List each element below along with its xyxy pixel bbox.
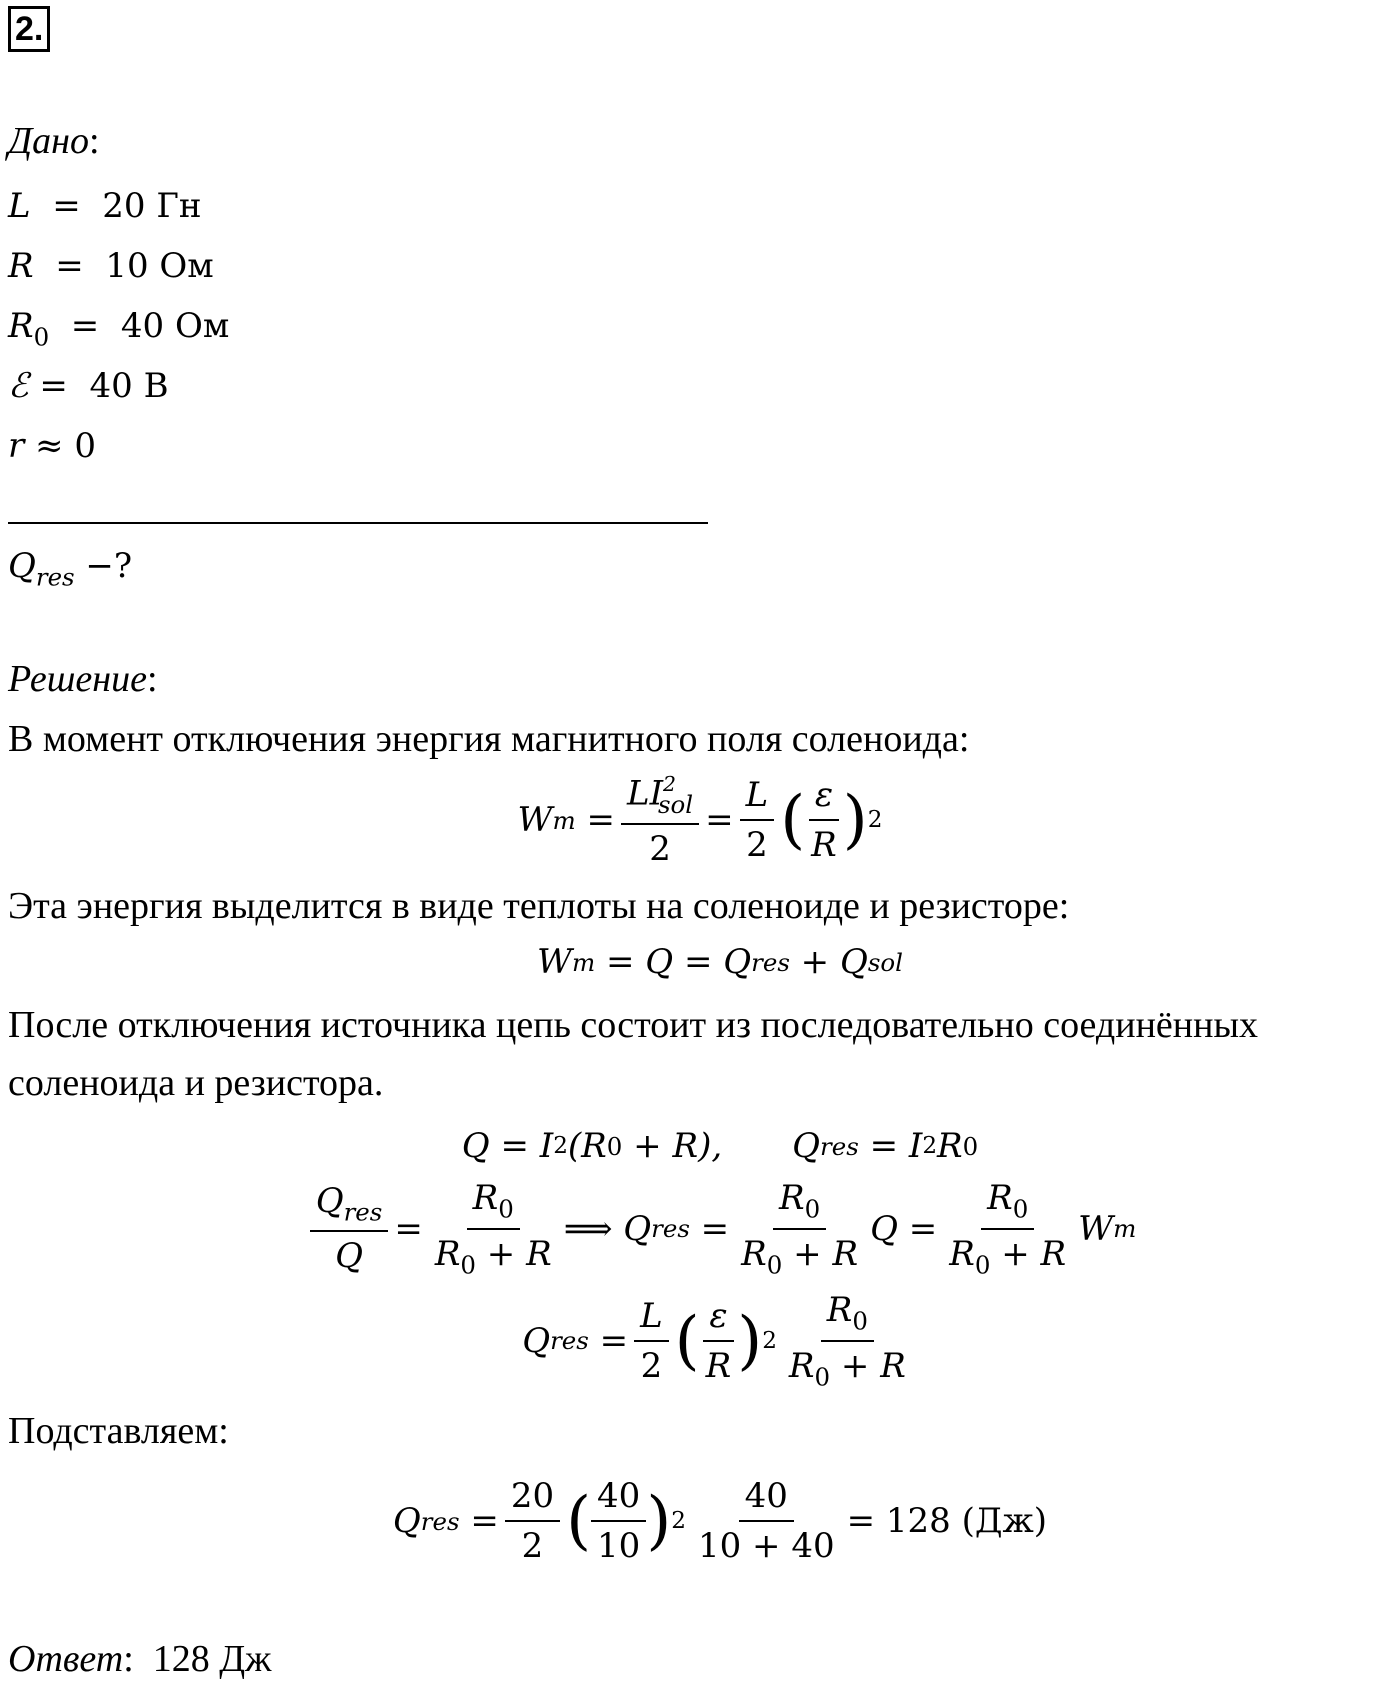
- solution-heading-label: Решение: [8, 658, 147, 700]
- given-heading: [8, 122, 100, 160]
- sub-result: = 128 (Дж): [846, 1501, 1048, 1541]
- answer-value: 128 Дж: [152, 1638, 272, 1680]
- sub-n1: 20: [505, 1476, 560, 1522]
- unknown-quantity: $Q_{res}$ −?: [8, 546, 133, 592]
- sub-d2: 10: [597, 1526, 641, 1566]
- solution-text-4: соленоида и резистора.: [8, 1062, 384, 1104]
- given-emf: ℰ = 40 В: [8, 366, 169, 406]
- solution-text-1: В момент отключения энергия магнитного поля соленоида:: [8, 718, 970, 760]
- problem-number: 2.: [8, 6, 50, 52]
- given-heading-colon: :: [89, 120, 100, 162]
- answer-heading: Ответ: [8, 1638, 124, 1680]
- formula-heat-expressions: Q = I 2 (R 0 + R), Q res = I 2 R 0: [461, 1126, 979, 1166]
- formula-heat-ratio: $\frac{Q_{res}}{Q}$ = $\frac{R_0}{R_0 + R}$ ⟹ Q res = $\frac{R_0}{R_0 + R}$ Q = $\frac{R_0}{R_0 + R}$ W m: [0, 1178, 1400, 1279]
- formula-result-general: Q res = $\frac{L}{2}$ ( $\frac{\varepsilon}{R}$ ) 2 $\frac{R_0}{R_0 + R}$: [522, 1290, 906, 1392]
- sub-n2: 40: [591, 1476, 646, 1522]
- given-emf-value: 40 В: [89, 366, 169, 406]
- given-R: R = 10 Ом: [8, 246, 214, 286]
- answer: [8, 1640, 271, 1678]
- given-R0: $R_0 = 40$ Ом: [8, 306, 230, 352]
- solution-heading: [8, 660, 158, 698]
- solution-text-5: Подставляем:: [8, 1410, 229, 1452]
- given-R-value: 10 Ом: [105, 246, 214, 286]
- given-heading-label: Дано: [8, 120, 90, 162]
- sub-d1: 2: [521, 1526, 544, 1566]
- given-r: r ≈ 0: [8, 426, 96, 466]
- answer-colon: :: [123, 1638, 134, 1680]
- solution-heading-colon: :: [146, 658, 158, 700]
- formula-magnetic-energy: W m = $\frac{LI^2_{sol}}{2}$ = $\frac{L}{2}$ ( $\frac{\varepsilon}{R}$ ) 2: [517, 772, 883, 869]
- given-r-value: 0: [74, 426, 96, 466]
- given-L-value: 20 Гн: [102, 186, 202, 226]
- formula-heat-balance: W m = Q = Q res + Q sol: [537, 942, 903, 982]
- formula-substitution: Q res = $\frac{20}{2}$ ( $\frac{40}{10}$ ) 2 $\frac{40}{10 + 40}$ = 128 (Дж): [392, 1476, 1048, 1566]
- given-L: L = 20 Гн: [8, 186, 202, 226]
- given-divider: [8, 522, 708, 524]
- sub-d3: 10 + 40: [697, 1526, 835, 1566]
- solution-text-3: После отключения источника цепь состоит из последовательно соединённых: [8, 1004, 1258, 1046]
- unknown-tail: −?: [85, 546, 133, 586]
- sub-n3: 40: [739, 1476, 794, 1522]
- solution-text-2: Эта энергия выделится в виде теплоты на соленоиде и резисторе:: [8, 885, 1070, 927]
- given-R0-value: 40 Ом: [120, 306, 230, 346]
